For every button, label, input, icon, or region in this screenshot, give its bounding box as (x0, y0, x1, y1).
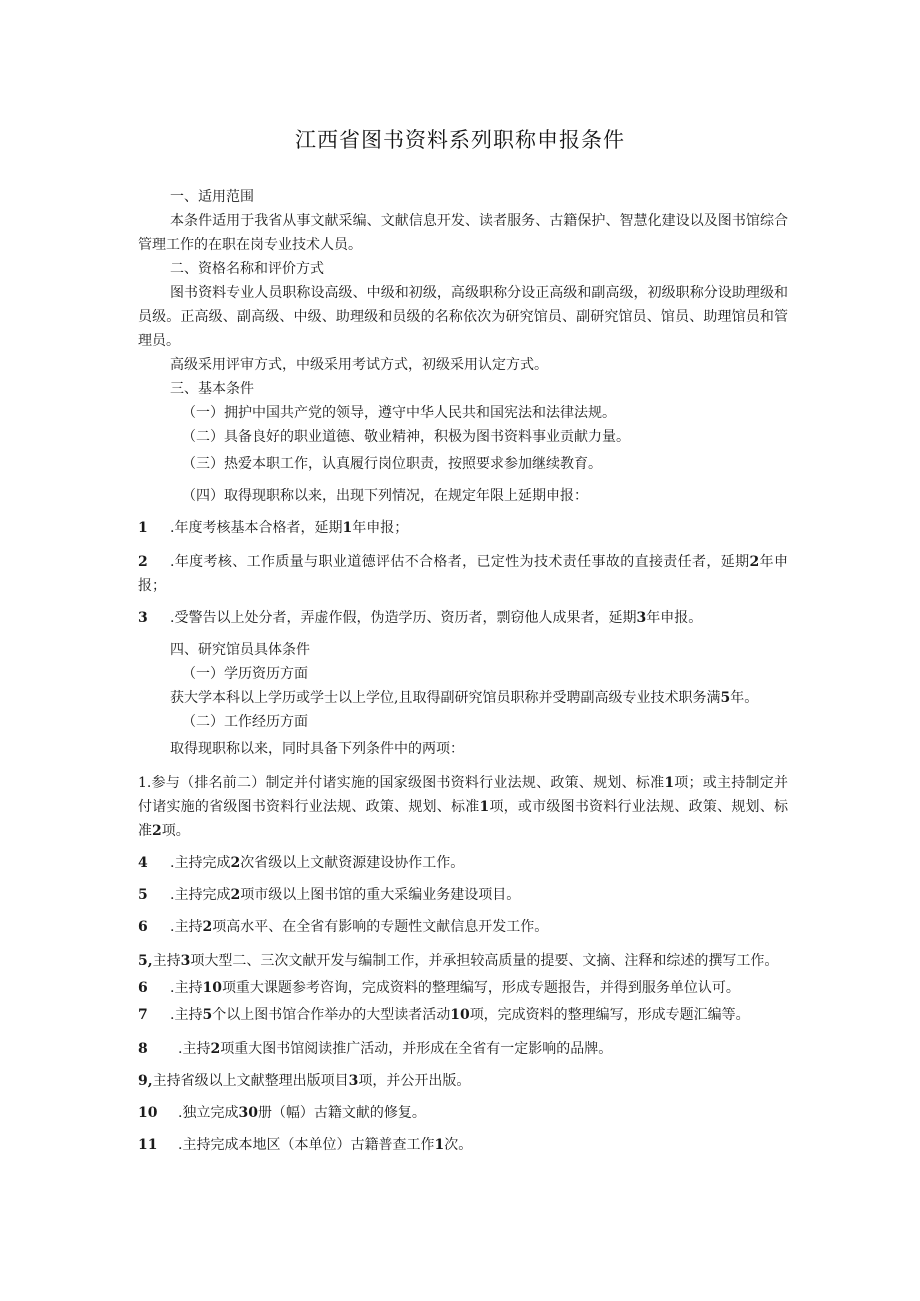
page-title: 江西省图书资料系列职称申报条件 (295, 128, 625, 152)
list-number: 2 (138, 554, 148, 570)
scope-paragraph: 本条件适用于我省从事文献采编、文献信息开发、读者服务、古籍保护、智慧化建设以及图书馆综合管理工作的在职在岗专业技术人员。 (138, 213, 788, 253)
list-number: 1 (138, 520, 148, 536)
list-number: 5 (138, 887, 148, 903)
basic-item-2: （二）具备良好的职业道德、敬业精神，积极为图书资料事业贡献力量。 (182, 429, 630, 445)
basic-item-1: （一）拥护中国共产党的领导，遵守中华人民共和国宪法和法律法规。 (182, 405, 616, 421)
work-intro: 取得现职称以来，同时具备下列条件中的两项： (170, 741, 464, 757)
evaluation-paragraph: 高级采用评审方式，中级采用考试方式，初级采用认定方式。 (170, 357, 548, 373)
basic-item-3: （三）热爱本职工作，认真履行岗位职责，按照要求参加继续教育。 (182, 456, 602, 472)
section-heading-scope: 一、适用范围 (170, 189, 254, 205)
list-number: 7 (138, 1007, 148, 1023)
work-condition-8: 8 .主持2项重大图书馆阅读推广活动，并形成在全省有一定影响的品牌。 (138, 1037, 788, 1061)
list-number: 4 (138, 855, 148, 871)
document-body (138, 185, 788, 1157)
delay-rule-3: 3 .受警告以上处分者，弄虚作假，伪造学历、资历者，剽窃他人成果者，延期3年申报。 (138, 606, 788, 630)
basic-item-4: （四）取得现职称以来，出现下列情况，在规定年限上延期申报： (182, 488, 588, 504)
list-number: 11 (138, 1137, 158, 1153)
list-number: 8 (138, 1041, 148, 1057)
work-condition-7: 7 .主持5个以上图书馆合作举办的大型读者活动10项，完成资料的整理编写，形成专题汇编等。 (138, 1003, 788, 1027)
section-heading-qualification: 二、资格名称和评价方式 (170, 261, 324, 277)
list-number: 10 (138, 1105, 158, 1121)
list-number: 3 (138, 610, 148, 626)
section-heading-researcher: 四、研究馆员具体条件 (170, 642, 310, 658)
delay-rule-2: 2 .年度考核、工作质量与职业道德评估不合格者，已定性为技术责任事故的直接责任者，延期2年申报； (138, 550, 788, 598)
work-condition-10: 10 .独立完成30册（幅）古籍文献的修复。 (138, 1101, 788, 1125)
work-condition-4: 4 .主持完成2次省级以上文献资源建设协作工作。 (138, 851, 788, 875)
qualification-paragraph: 图书资料专业人员职称设高级、中级和初级，高级职称分设正高级和副高级，初级职称分设助理级和员级。正高级、副高级、中级、助理级和员级的名称依次为研究馆员、副研究馆员、馆员、助理馆员和管理员。 (138, 285, 788, 349)
subsection-education: （一）学历资历方面 (182, 666, 308, 682)
work-condition-5b: 5,主持3项大型二、三次文献开发与编制工作，并承担较高质量的提要、文摘、注释和综述的撰写工作。 (138, 953, 779, 969)
work-condition-1: 1.参与（排名前二）制定并付诸实施的国家级图书资料行业法规、政策、规划、标准1项；或主持制定并付诸实施的省级图书资料行业法规、政策、规划、标准1项，或市级图书资料行业法规、政策、规划、标准2项。 (138, 775, 789, 839)
list-number: 6 (138, 980, 148, 996)
section-heading-basic: 三、基本条件 (170, 381, 254, 397)
subsection-work: （二）工作经历方面 (182, 714, 308, 730)
work-condition-5: 5 .主持完成2项市级以上图书馆的重大采编业务建设项目。 (138, 883, 788, 907)
education-paragraph: 获大学本科以上学历或学士以上学位,且取得副研究馆员职称并受聘副高级专业技术职务满5年。 (170, 690, 759, 706)
list-number: 6 (138, 919, 148, 935)
work-condition-11: 11 .主持完成本地区（本单位）古籍普查工作1次。 (138, 1133, 788, 1157)
work-condition-9: 9,主持省级以上文献整理出版项目3项，并公开出版。 (138, 1073, 471, 1089)
delay-rule-1: 1 .年度考核基本合格者，延期1年申报； (138, 516, 788, 540)
work-condition-6b: 6 .主持10项重大课题参考咨询，完成资料的整理编写，形成专题报告，并得到服务单位认可。 (138, 976, 788, 1000)
work-condition-6: 6 .主持2项高水平、在全省有影响的专题性文献信息开发工作。 (138, 915, 788, 939)
